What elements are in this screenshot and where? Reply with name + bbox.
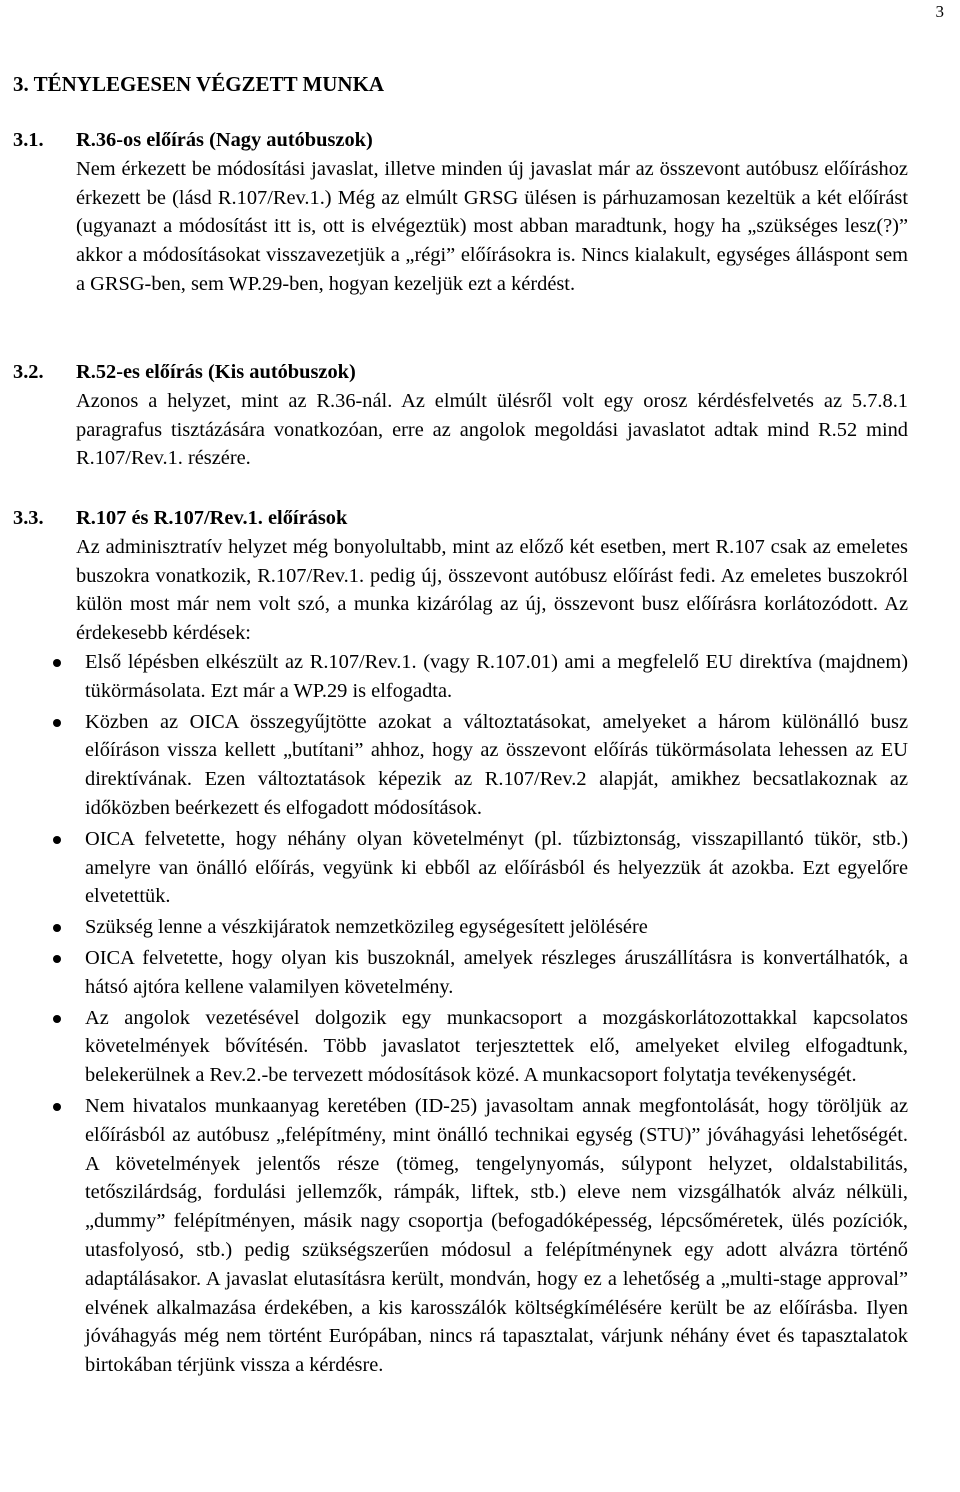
page-number: 3 — [935, 2, 944, 21]
list-item-text: Első lépésben elkészült az R.107/Rev.1. (vagy R.107.01) ami a megfelelő EU direktíva (majdnem) tükörmásolata. Ezt már a WP.29 is elfogadta. — [85, 650, 908, 702]
list-item-text: Közben az OICA összegyűjtötte azokat a változtatásokat, amelyeket a három különálló busz előíráson vissza kellett „butítani” ahhoz, hogy az összevont előírás tükörmásolata lehessen az EU direktívának. Ezen változtatások képezik az R.107/Rev.2 alapját, amikhez becsatlakoznak az időközben beérkezett és elfogadott módosítások. — [85, 710, 908, 819]
bullet-icon — [53, 924, 61, 932]
list-item — [13, 944, 908, 1002]
list-item-text: OICA felvetette, hogy olyan kis buszoknál, amelyek részleges áruszállításra is konvertálhatók, a hátsó ajtóra kellene valamilyen követelmény. — [85, 946, 908, 998]
list-item — [13, 1092, 908, 1380]
subsection-title: R.107 és R.107/Rev.1. előírások — [76, 507, 348, 529]
list-item — [13, 825, 908, 911]
bullet-list — [13, 648, 908, 1380]
bullet-icon — [53, 1015, 61, 1023]
subsection-3-2 — [13, 358, 908, 473]
list-item-text: Nem hivatalos munkaanyag keretében (ID-25) javasoltam annak megfontolását, hogy töröljük az előírásból az autóbusz „felépítmény, mint önálló technikai egység (STU)” jóváhagyási lehetőségét. A követelmények jelentős része (tömeg, tengelynyomás, súlypont helyzet, oldalstabilitás, tetőszilárdság, fordulási jellemzők, rámpák, liftek, stb.) eleve nem vizsgálhatók alváz nélküli, „dummy” felépítményen, másik nagy csoportja (befogadóképesség, lépcsőméretek, ülés pozíciók, utasfolyosó, stb.) pedig szükségszerűen módosul a felépítménynek egy adott alvázra történő adaptálásakor. A javaslat elutasításra került, mondván, hogy ez a lehetőség a „multi-stage approval” elvének alkalmazása érdekében, a kis karosszálók költségkímélésére került be az előírásba. Ilyen jóváhagyás még nem történt Európában, nincs rá tapasztalat, várjunk néhány évet és tapasztalatok birtokában térjünk vissza a kérdésre. — [85, 1094, 908, 1377]
paragraph: Azonos a helyzet, mint az R.36-nál. Az elmúlt ülésről volt egy orosz kérdésfelvetés az 5.7.8.1 paragrafus tisztázására vonatkozóan, erre az angolok megoldási javaslatot adtak mind R.52 mind R.107/Rev.1. részére. — [76, 389, 908, 470]
subsection-number: 3.3. — [13, 507, 44, 529]
subsection-heading — [13, 358, 908, 387]
bullet-icon — [53, 659, 61, 667]
bullet-icon — [53, 955, 61, 963]
subsection-number: 3.2. — [13, 361, 44, 383]
list-item-text: OICA felvetette, hogy néhány olyan követelményt (pl. tűzbiztonság, visszapillantó tükör, stb.) amelyre van önálló előírás, vegyünk ki ebből az előírásból és helyezzük át azokba. Ezt egyelőre elvetettük. — [85, 827, 908, 908]
subsection-3-3 — [13, 504, 908, 1382]
subsection-heading — [13, 504, 908, 533]
subsection-title: R.36-os előírás (Nagy autóbuszok) — [76, 129, 373, 151]
list-item — [13, 708, 908, 823]
subsection-heading — [13, 126, 908, 155]
subsection-title: R.52-es előírás (Kis autóbuszok) — [76, 361, 356, 383]
bullet-icon — [53, 836, 61, 844]
list-item-text: Az angolok vezetésével dolgozik egy munkacsoport a mozgáskorlátozottakkal kapcsolatos követelmények bővítésén. Több javaslatot terjesztettek elő, amelyeket elvileg elfogadtunk, belekerülnek a Rev.2.-be tervezett módosítások közé. A munkacsoport folytatja tevékenységét. — [85, 1006, 908, 1087]
bullet-icon — [53, 719, 61, 727]
bullet-icon — [53, 1103, 61, 1111]
list-item-text: Szükség lenne a vészkijáratok nemzetközileg egységesített jelölésére — [85, 916, 648, 939]
list-item — [13, 913, 908, 942]
list-item — [13, 648, 908, 706]
subsection-3-1 — [13, 126, 908, 299]
paragraph: Nem érkezett be módosítási javaslat, illetve minden új javaslat már az összevont autóbusz előíráshoz érkezett be (lásd R.107/Rev.1.) Még az elmúlt GRSG ülésen is párhuzamosan kezeltük a két előírást (ugyanazt a módosítást itt is, ott is elvégeztük) most abban maradtunk, hogy ha „szükséges lesz(?)” akkor a módosításokat visszavezetjük a „régi” előírásokra is. Nincs kialakult, egységes álláspont sem a GRSG-ben, sem WP.29-ben, hogyan kezeljük ezt a kérdést. — [76, 157, 908, 295]
paragraph: Az adminisztratív helyzet még bonyolultabb, mint az előző két esetben, mert R.107 csak az emeletes buszokra vonatkozik, R.107/Rev.1. pedig új, összevont autóbusz előírást fedi. Az emeletes buszokról külön most már nem volt szó, a munka kizárólag az új, összevont busz előírásra korlátozódott. Az érdekesebb kérdések: — [76, 535, 908, 645]
list-item — [13, 1004, 908, 1090]
section-title: 3. TÉNYLEGESEN VÉGZETT MUNKA — [13, 72, 385, 96]
subsection-number: 3.1. — [13, 129, 44, 151]
